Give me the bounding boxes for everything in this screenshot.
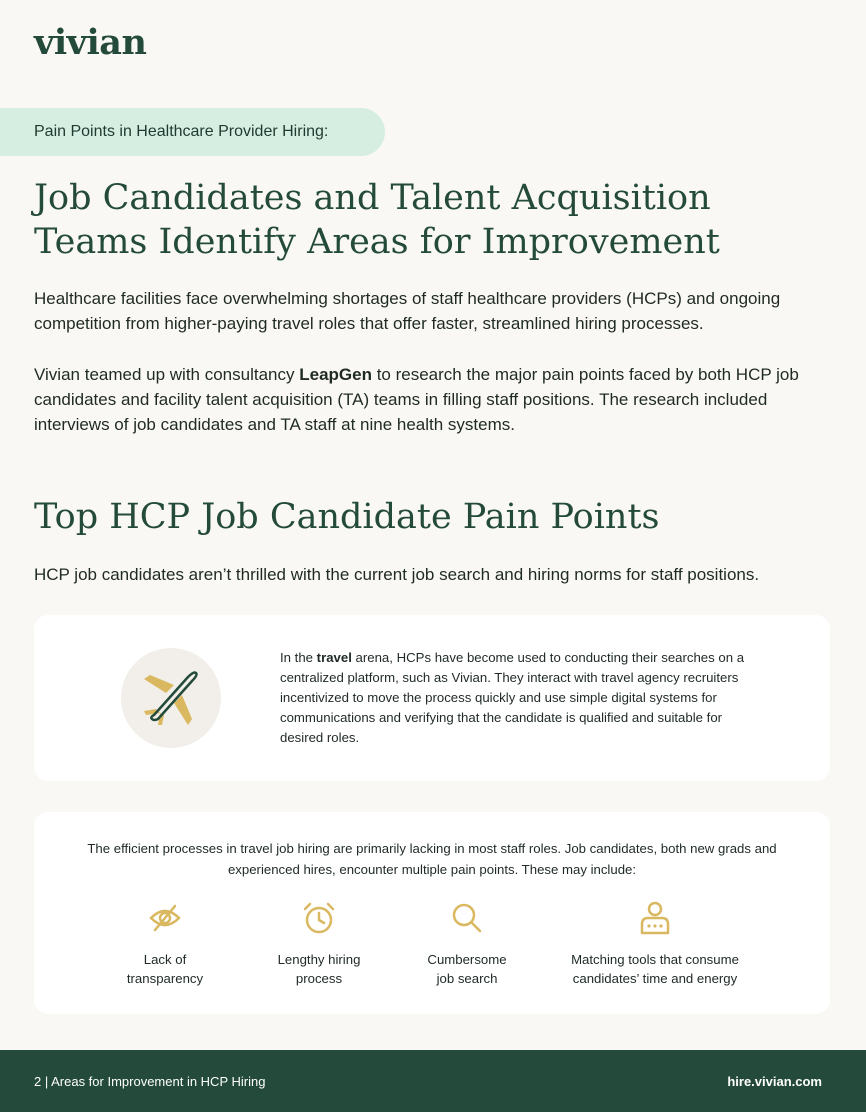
pain-label-2a: Lengthy hiring [277,952,361,967]
pain-point-search [407,900,527,988]
page-footer [0,1050,866,1112]
section-heading: Top HCP Job Candidate Pain Points [34,497,660,537]
search-icon [449,900,485,936]
pain-point-matching [550,900,760,988]
pain-point-transparency [105,900,225,988]
travel-text-after: arena, HCPs have become used to conducting their searches on a centralized platform, such as Vivian. They interact with travel agency recruiters incentivized to move the process quickly and use simple digital systems for communications and verifying that the candidate is qualified and suitable for desired roles. [280,650,745,745]
section-intro: HCP job candidates aren’t thrilled with the current job search and hiring norms for staff positions. [34,565,760,584]
pain-points-card [34,812,830,1014]
pain-label-3a: Cumbersome [427,952,507,967]
airplane-icon [121,648,221,748]
pain-label-1a: Lack of [143,952,187,967]
pain-label-4a: Matching tools that consume [571,952,739,967]
travel-text-before: In the [280,650,317,665]
pain-points-intro: The efficient processes in travel job hiring are primarily lacking in most staff roles. Job candidates, both new grads and experienced hires, encounter multiple pain points. These may include: [87,841,777,877]
footer-url-link[interactable]: hire.vivian.com [727,1073,822,1089]
title-line-1: Job Candidates and Talent Acquisition [34,178,711,218]
page-title [34,176,834,264]
pill-label: Pain Points in Healthcare Provider Hiring: [34,123,329,140]
section-pill [0,108,385,156]
eye-off-icon [147,900,183,936]
research-text-after: to research the major pain points faced by both HCP job candidates and facility talent acquisition (TA) teams in filling staff positions. The research included interviews of job candidates and TA staff at nine health systems. [34,365,799,434]
pain-label-1b: transparency [126,971,204,986]
pain-label-4b: candidates’ time and energy [572,971,738,986]
pain-label-2b: process [295,971,343,986]
footer-page-label: 2 | Areas for Improvement in HCP Hiring [34,1073,266,1089]
travel-description [280,648,750,748]
person-icon [637,900,673,936]
intro-paragraph: Healthcare facilities face overwhelming shortages of staff healthcare providers (HCPs) and ongoing competition from higher-paying travel roles that offer faster, streamlined hiring processes. [34,289,781,333]
pain-point-lengthy [259,900,379,988]
travel-bold: travel [316,650,352,665]
title-line-2: Teams Identify Areas for Improvement [34,222,720,262]
vivian-logo: vivian [34,22,147,63]
alarm-clock-icon [301,900,337,936]
research-text-before: Vivian teamed up with consultancy [34,365,300,384]
travel-card [34,615,830,781]
pain-label-3b: job search [436,971,498,986]
research-paragraph [34,362,834,437]
leapgen-bold: LeapGen [299,365,372,384]
